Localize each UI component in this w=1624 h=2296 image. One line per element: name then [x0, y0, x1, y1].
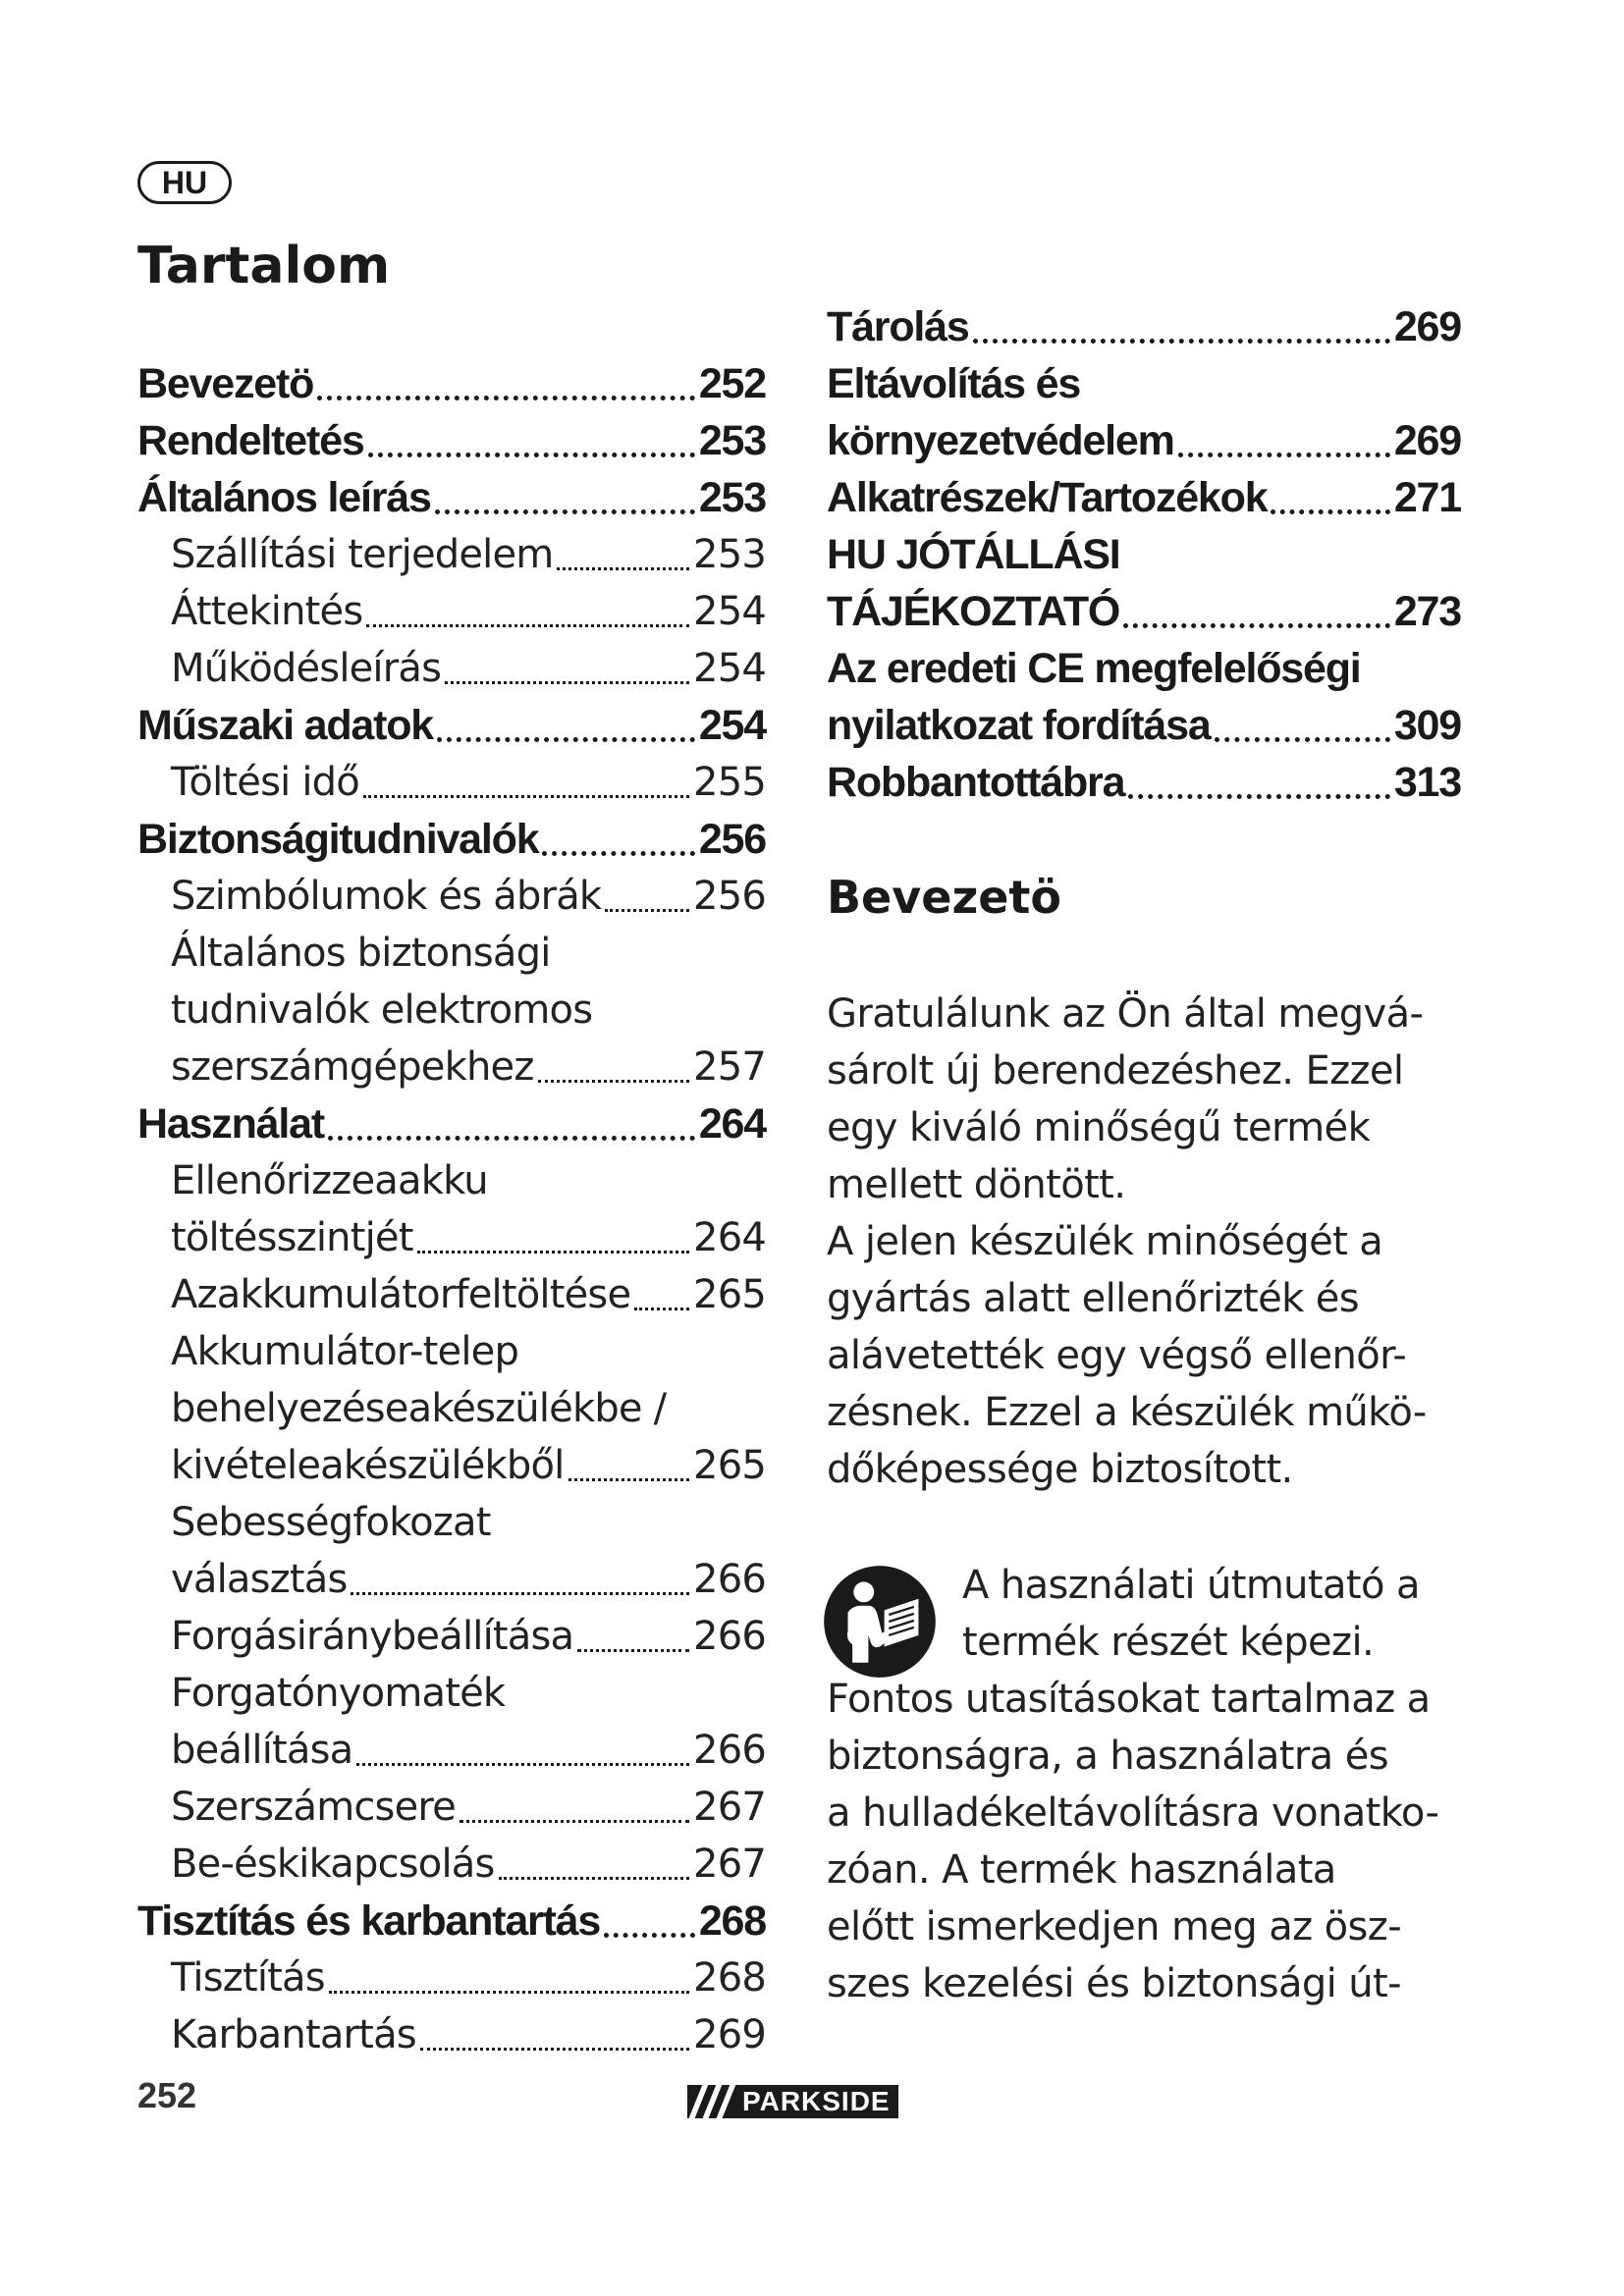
text-line: Fontos utasításokat tartalmaz a — [827, 1677, 1431, 1722]
toc-entry-page: 268 — [693, 1955, 766, 2001]
toc-dot-leader — [351, 1592, 689, 1595]
intro-paragraph — [827, 986, 1494, 1498]
toc-entry — [137, 1039, 766, 1095]
toc-entry-page: 266 — [693, 1614, 766, 1659]
toc-entry-page: 266 — [693, 1728, 766, 1773]
toc-entry — [137, 982, 766, 1039]
toc-entry — [137, 1494, 766, 1551]
page-number: 252 — [137, 2075, 197, 2115]
text-line: szes kezelési és biztonsági út- — [827, 1961, 1401, 2006]
toc-entry — [137, 2006, 766, 2063]
toc-dot-leader — [356, 1763, 689, 1766]
note-body-text — [827, 1671, 1494, 2012]
toc-dot-leader — [568, 1478, 690, 1481]
toc-entry — [137, 1836, 766, 1893]
toc-entry — [827, 526, 1461, 583]
toc-entry-page: 256 — [693, 874, 766, 919]
toc-entry — [137, 526, 766, 583]
note-intro-text — [962, 1557, 1492, 1671]
toc-entry-page: 255 — [693, 760, 766, 805]
text-line: A jelen készülék minőségét a — [827, 1219, 1383, 1264]
toc-entry-label: Forgatónyomaték — [171, 1671, 506, 1716]
toc-dot-leader — [435, 509, 695, 514]
toc-dot-leader — [437, 737, 695, 742]
toc-entry-label: kivételeakészülékből — [171, 1443, 565, 1488]
toc-entry-label: HU JÓTÁLLÁSI — [827, 531, 1120, 578]
toc-entry-page: 264 — [698, 1100, 766, 1148]
toc-entry — [137, 1608, 766, 1665]
toc-dot-leader — [499, 1877, 690, 1880]
toc-dot-leader — [328, 1136, 695, 1141]
toc-entry-page: 268 — [698, 1897, 766, 1945]
toc-entry — [827, 640, 1461, 697]
toc-entry-label: környezetvédelem — [827, 417, 1174, 464]
toc-dot-leader — [366, 624, 689, 627]
toc-dot-leader — [1178, 453, 1390, 457]
toc-entry-page: 269 — [1393, 303, 1461, 350]
toc-entry-label: Alkatrészek/Tartozékok — [827, 474, 1268, 521]
toc-entry-label: Az eredeti CE megfelelőségi — [827, 645, 1361, 692]
toc-dot-leader — [445, 681, 689, 684]
toc-entry — [137, 583, 766, 640]
brand-logo — [687, 2085, 898, 2118]
toc-entry-label: szerszámgépekhez — [171, 1044, 534, 1090]
text-line: sárolt új berendezéshez. Ezzel — [827, 1048, 1404, 1094]
toc-dot-leader — [634, 1308, 689, 1310]
toc-entry-label: Szimbólumok és ábrák — [171, 874, 602, 919]
toc-entry-label: Bevezetö — [137, 360, 314, 407]
toc-entry-label: Töltési idő — [171, 760, 359, 805]
toc-entry-label: Ellenőrizzeaakku — [171, 1158, 488, 1203]
toc-dot-leader — [542, 851, 694, 856]
toc-entry — [137, 1551, 766, 1608]
text-line: gyártás alatt ellenőrizték és — [827, 1276, 1360, 1321]
toc-entry-label: Áttekintés — [171, 589, 363, 634]
toc-dot-leader — [1128, 794, 1390, 799]
read-manual-icon — [823, 1565, 937, 1679]
toc-entry-label: töltésszintjét — [171, 1215, 413, 1260]
toc-entry — [137, 1323, 766, 1380]
toc-entry-page: 252 — [698, 360, 766, 407]
toc-entry-page: 266 — [693, 1557, 766, 1602]
toc-entry-page: 267 — [693, 1785, 766, 1830]
toc-entry-label: behelyezéseakészülékbe / — [171, 1386, 667, 1431]
toc-entry-label: Azakkumulátorfeltöltése — [171, 1272, 631, 1317]
toc-dot-leader — [973, 339, 1390, 344]
text-line: Gratulálunk az Ön által megvá- — [827, 991, 1424, 1037]
toc-entry — [137, 1949, 766, 2006]
toc-entry-label: Karbantartás — [171, 2012, 416, 2057]
text-line: dőképessége biztosított. — [827, 1447, 1293, 1492]
toc-right-column — [827, 298, 1461, 811]
text-line: előtt ismerkedjen meg az ösz- — [827, 1904, 1402, 1949]
toc-entry-label: Biztonságitudnivalók — [137, 816, 539, 863]
toc-entry-page: 257 — [693, 1044, 766, 1090]
toc-dot-leader — [605, 909, 689, 912]
toc-entry-label: Eltávolítás és — [827, 360, 1081, 407]
toc-entry — [137, 697, 766, 754]
toc-entry-label: Általános leírás — [137, 474, 431, 521]
text-line: zésnek. Ezzel a készülék műkö- — [827, 1390, 1427, 1435]
toc-entry-label: Tisztítás és karbantartás — [137, 1897, 601, 1945]
section-heading: Bevezetö — [827, 871, 1062, 924]
toc-entry — [137, 1665, 766, 1722]
toc-dot-leader — [1215, 737, 1390, 742]
toc-entry — [137, 1266, 766, 1323]
toc-entry-label: Rendeltetés — [137, 417, 364, 464]
toc-dot-leader — [1123, 623, 1390, 628]
toc-entry-label: Műszaki adatok — [137, 702, 434, 749]
toc-entry — [137, 640, 766, 697]
toc-entry-label: Tisztítás — [171, 1955, 325, 2001]
language-badge: HU — [137, 161, 232, 204]
toc-entry-label: TÁJÉKOZTATÓ — [827, 588, 1120, 635]
toc-entry-page: 256 — [698, 816, 766, 863]
text-line: biztonságra, a használatra és — [827, 1734, 1388, 1779]
toc-entry-label: választás — [171, 1557, 348, 1602]
toc-entry — [827, 697, 1461, 754]
toc-dot-leader — [363, 795, 689, 798]
text-line: mellett döntött. — [827, 1162, 1126, 1207]
toc-entry — [137, 868, 766, 925]
toc-entry — [137, 1209, 766, 1266]
toc-dot-leader — [329, 1991, 689, 1994]
toc-entry-label: tudnivalók elektromos — [171, 988, 593, 1033]
text-line: A használati útmutató a — [962, 1563, 1420, 1608]
toc-dot-leader — [604, 1933, 695, 1938]
text-line: a hulladékeltávolításra vonatko- — [827, 1790, 1439, 1836]
toc-entry — [827, 469, 1461, 526]
toc-dot-leader — [1271, 509, 1389, 514]
toc-entry-label: Működésleírás — [171, 646, 442, 691]
toc-entry — [827, 412, 1461, 469]
toc-entry-page: 265 — [693, 1443, 766, 1488]
toc-entry-page: 265 — [693, 1272, 766, 1317]
toc-dot-leader — [417, 1251, 689, 1254]
toc-entry — [827, 754, 1461, 811]
toc-dot-leader — [460, 1820, 689, 1823]
toc-entry-label: Általános biztonsági — [171, 931, 551, 976]
toc-dot-leader — [420, 2048, 689, 2051]
toc-entry — [827, 583, 1461, 640]
text-line: termék részét képezi. — [962, 1620, 1375, 1665]
toc-entry-page: 254 — [693, 646, 766, 691]
toc-entry-page: 269 — [693, 2012, 766, 2057]
toc-entry-label: Be-éskikapcsolás — [171, 1842, 495, 1887]
toc-entry-page: 254 — [698, 702, 766, 749]
toc-entry — [137, 1779, 766, 1836]
toc-entry — [137, 925, 766, 982]
toc-entry-label: nyilatkozat fordítása — [827, 702, 1211, 749]
toc-entry — [827, 298, 1461, 355]
toc-entry-label: Akkumulátor-telep — [171, 1329, 519, 1374]
toc-dot-leader — [577, 1649, 689, 1652]
toc-entry — [137, 1380, 766, 1437]
toc-entry — [137, 1437, 766, 1494]
toc-entry — [827, 355, 1461, 412]
toc-entry-label: Tárolás — [827, 303, 969, 350]
toc-entry — [137, 754, 766, 811]
toc-entry — [137, 1722, 766, 1779]
toc-entry-page: 253 — [698, 474, 766, 521]
toc-entry — [137, 1095, 766, 1152]
text-line: zóan. A termék használata — [827, 1847, 1336, 1893]
toc-entry-page: 254 — [693, 589, 766, 634]
toc-dot-leader — [368, 453, 695, 457]
toc-dot-leader — [317, 396, 695, 400]
page-title: Tartalom — [137, 237, 391, 295]
toc-entry — [137, 1893, 766, 1949]
toc-entry — [137, 811, 766, 868]
toc-entry-page: 273 — [1393, 588, 1461, 635]
toc-entry-label: Használat — [137, 1100, 324, 1148]
toc-entry-label: Szerszámcsere — [171, 1785, 456, 1830]
text-line: alávetették egy végső ellenőr- — [827, 1333, 1407, 1378]
brand-slashes-icon — [687, 2085, 740, 2118]
toc-entry-page: 253 — [698, 417, 766, 464]
toc-entry-page: 313 — [1393, 759, 1461, 806]
brand-name: PARKSIDE — [740, 2085, 898, 2118]
toc-entry-label: Forgásiránybeállítása — [171, 1614, 574, 1659]
toc-entry-label: Robbantottábra — [827, 759, 1125, 806]
toc-entry-page: 264 — [693, 1215, 766, 1260]
toc-entry — [137, 1152, 766, 1209]
toc-entry-page: 269 — [1393, 417, 1461, 464]
toc-entry — [137, 412, 766, 469]
toc-entry-label: Szállítási terjedelem — [171, 532, 554, 577]
toc-entry — [137, 469, 766, 526]
toc-dot-leader — [538, 1080, 690, 1083]
toc-left-column — [137, 355, 766, 2063]
toc-entry-page: 253 — [693, 532, 766, 577]
toc-entry-page: 267 — [693, 1842, 766, 1887]
toc-dot-leader — [557, 567, 689, 570]
text-line: egy kiváló minőségű termék — [827, 1105, 1371, 1150]
toc-entry-label: Sebességfokozat — [171, 1500, 491, 1545]
toc-entry-page: 271 — [1393, 474, 1461, 521]
toc-entry-label: beállítása — [171, 1728, 353, 1773]
toc-entry — [137, 355, 766, 412]
toc-entry-page: 309 — [1393, 702, 1461, 749]
